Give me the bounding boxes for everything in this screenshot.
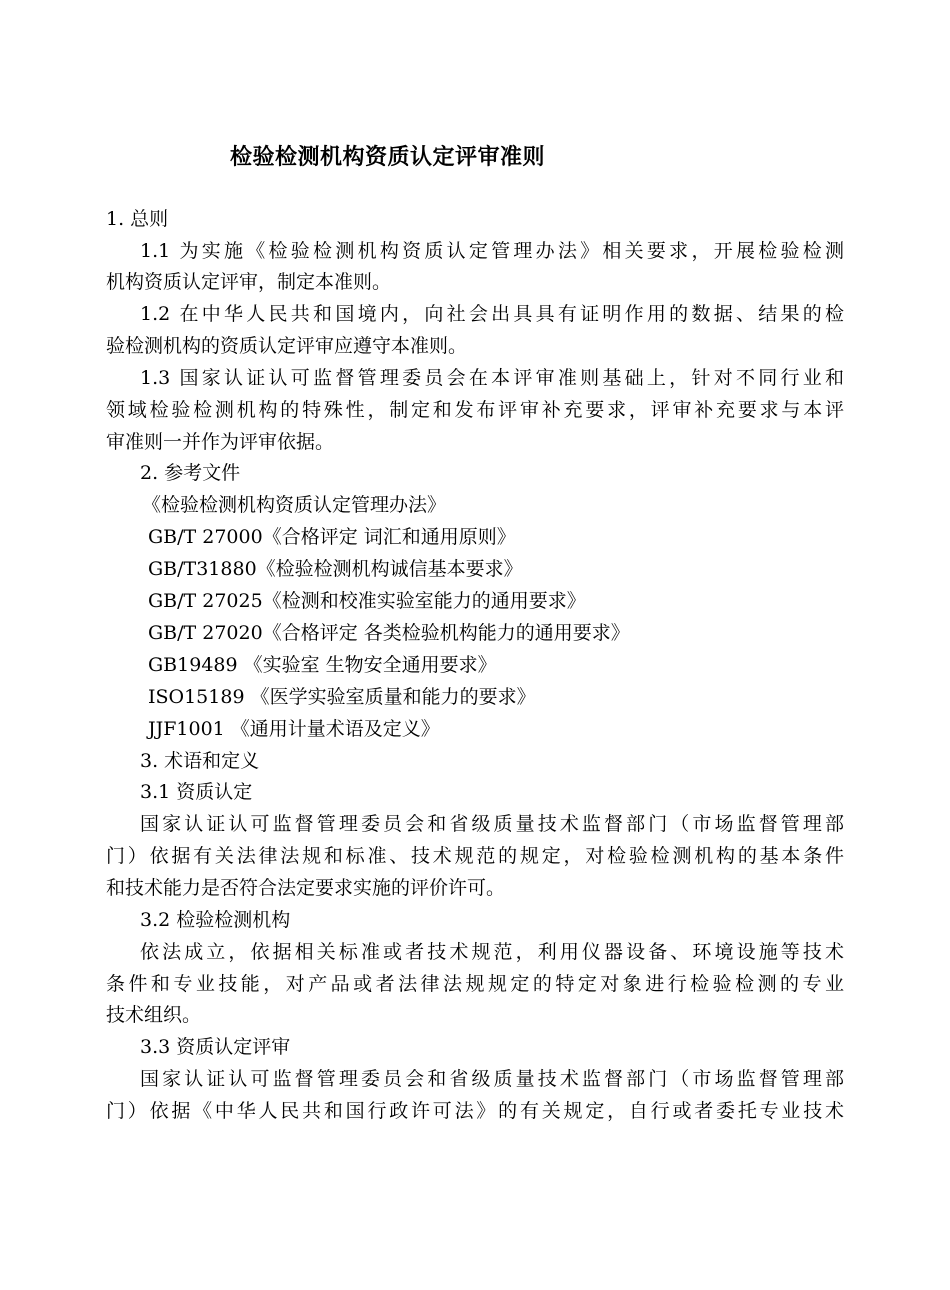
paragraph-line: 和技术能力是否符合法定要求实施的评价许可。 (106, 877, 506, 899)
heading-references: 2. 参考文件 (140, 462, 241, 484)
reference-item: 《检验检测机构资质认定管理办法》 (142, 494, 447, 516)
paragraph-line: 机构资质认定评审，制定本准则。 (106, 271, 392, 293)
subheading: 3.1 资质认定 (140, 781, 253, 803)
reference-item: GB/T 27000《合格评定 词汇和通用原则》 (148, 526, 516, 548)
reference-item: GB/T 27025《检测和校准实验室能力的通用要求》 (148, 590, 586, 612)
heading-general: 1. 总则 (106, 208, 169, 230)
reference-item: GB19489 《实验室 生物安全通用要求》 (148, 654, 497, 676)
paragraph-line: 条件和专业技能，对产品或者法律法规规定的特定对象进行检验检测的专业 (106, 973, 844, 995)
reference-item: ISO15189 《医学实验室质量和能力的要求》 (148, 686, 536, 708)
document-title: 检验检测机构资质认定评审准则 (230, 144, 546, 170)
paragraph-line: 门）依据有关法律法规和标准、技术规范的规定，对检验检测机构的基本条件 (106, 845, 844, 867)
paragraph-line: 国家认证认可监督管理委员会和省级质量技术监督部门（市场监督管理部 (140, 1068, 844, 1090)
heading-terms: 3. 术语和定义 (140, 750, 260, 772)
paragraph-line: 1.2 在中华人民共和国境内，向社会出具具有证明作用的数据、结果的检 (140, 303, 844, 325)
subheading: 3.3 资质认定评审 (140, 1036, 291, 1058)
reference-item: GB/T31880《检验检测机构诚信基本要求》 (148, 558, 523, 580)
paragraph-line: 国家认证认可监督管理委员会和省级质量技术监督部门（市场监督管理部 (140, 813, 844, 835)
paragraph-line: 领域检验检测机构的特殊性，制定和发布评审补充要求，评审补充要求与本评 (106, 399, 844, 421)
paragraph-line: 技术组织。 (106, 1004, 202, 1026)
subheading: 3.2 检验检测机构 (140, 909, 291, 931)
paragraph-line: 1.3 国家认证认可监督管理委员会在本评审准则基础上，针对不同行业和 (140, 367, 844, 389)
paragraph-line: 门）依据《中华人民共和国行政许可法》的有关规定，自行或者委托专业技术 (106, 1100, 844, 1122)
paragraph-line: 验检测机构的资质认定评审应遵守本准则。 (106, 335, 468, 357)
paragraph-line: 依法成立，依据相关标准或者技术规范，利用仪器设备、环境设施等技术 (140, 941, 844, 963)
reference-item: GB/T 27020《合格评定 各类检验机构能力的通用要求》 (148, 622, 630, 644)
reference-item: JJF1001 《通用计量术语及定义》 (148, 718, 440, 740)
paragraph-line: 1.1 为实施《检验检测机构资质认定管理办法》相关要求，开展检验检测 (140, 240, 844, 262)
paragraph-line: 审准则一并作为评审依据。 (106, 431, 335, 453)
